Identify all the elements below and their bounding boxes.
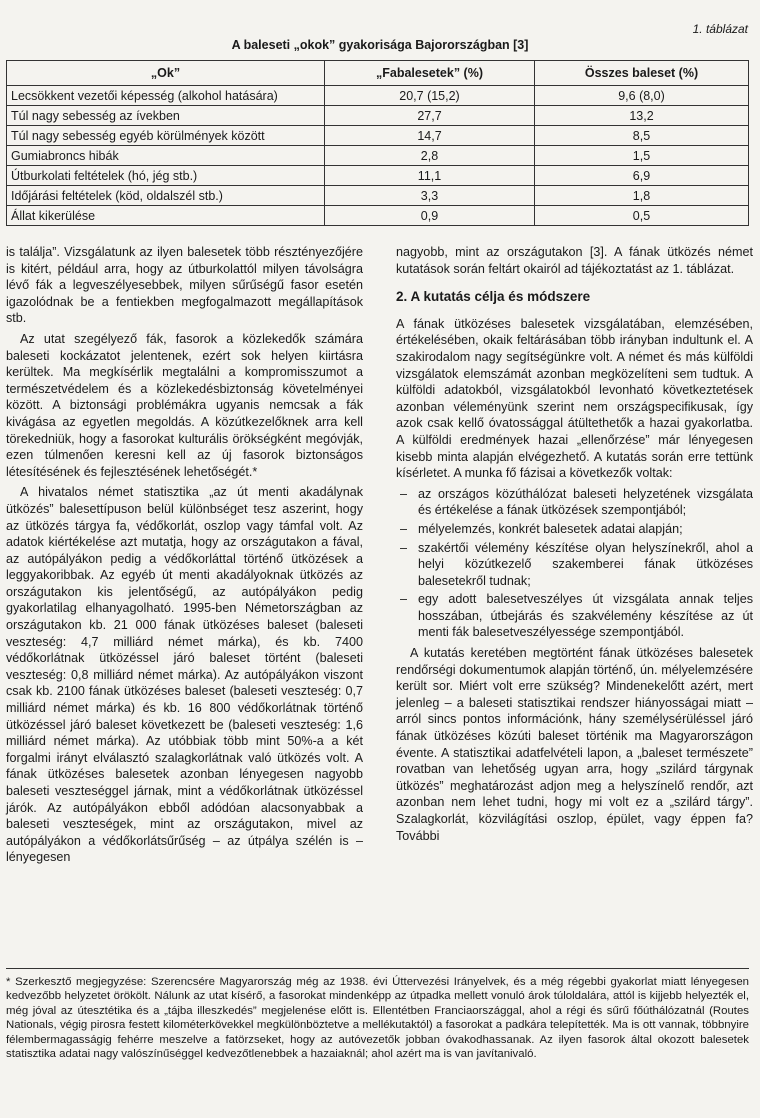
section-heading: 2. A kutatás célja és módszere bbox=[396, 289, 591, 305]
table-title: A baleseti „okok” gyakorisága Bajorországban [3] bbox=[231, 38, 529, 52]
cell-cause: Állat kikerülése bbox=[7, 206, 325, 226]
table-row bbox=[7, 106, 749, 126]
paragraph: nagyobb, mint az országutakon [3]. A fának ütközés német kutatások során feltárt okairól ad tájékoztatást az 1. táblázat. bbox=[396, 245, 753, 276]
cell-all-pct: 9,6 (8,0) bbox=[535, 86, 749, 106]
cell-tree-pct: 2,8 bbox=[325, 146, 535, 166]
paragraph: A fának ütközéses balesetek vizsgálatában, elemzésében, értékelésében, okaik feltárásában több irányban indultunk el. A szakirodalom nagy segítségünkre volt. A német és más külföldi vizsgálatok elemszámát azonban megközelíteni sem tudtuk. A külföldi adatokból, vizsgálatokból levonható következtetések azonban véleményünk szerint nem országspecifikusak, így azok csak kellő óvatossággal átültethetők a hazai gyakorlatba. A külföldi eredmények hazai „ellenőrzése” már lényegesen kisebb minta alapján elvégezhető. A kutatás során erre tettünk kísérletet. A munka fő fázisai a következők voltak: bbox=[396, 316, 753, 481]
phase-list bbox=[396, 486, 753, 641]
paragraph: Az utat szegélyező fák, fasorok a közlekedők számára baleseti kockázatot jelentenek, ezért sok helyen kiirtásra kerültek. Ma megkísérlik megtalálni a kompromisszumot a természetvédelem és a közlekedésbiztonság követelményei között. A biztonsági problémákra ugyanis nemcsak a fák kivágása az egyetlen megoldás. A közútkezelőknek arra kell törekedniük, hogy a fasorokat kulturális örökségként megóvják, ezen túlmenően keresni kell az új fasorok biztonságos létesítésének és fejlesztésének lehetőségét.* bbox=[6, 331, 363, 479]
table-row bbox=[7, 206, 749, 226]
left-column bbox=[6, 244, 363, 870]
list-item: – egy adott balesetveszélyes út vizsgálata annak teljes hosszában, útbejárás és szakvélemény készítése az út menti fák balesetveszélyessége szempontjából. bbox=[396, 591, 753, 641]
cell-tree-pct: 3,3 bbox=[325, 186, 535, 206]
cell-cause: Időjárási feltételek (köd, oldalszél stb.) bbox=[7, 186, 325, 206]
cell-all-pct: 13,2 bbox=[535, 106, 749, 126]
table-number: 1. táblázat bbox=[692, 22, 748, 36]
cell-tree-pct: 11,1 bbox=[325, 166, 535, 186]
cell-tree-pct: 14,7 bbox=[325, 126, 535, 146]
cell-all-pct: 1,8 bbox=[535, 186, 749, 206]
table-row bbox=[7, 186, 749, 206]
paragraph: is találja”. Vizsgálatunk az ilyen balesetek több résztényezőjére is kitért, például arra, hogy az útburkolattól milyen távolságra lévő fák a legveszélyesebbek, milyen sűrűségű fasor esetén igazolódnak be a fentiekben megfogalmazott megállapítások stb. bbox=[6, 245, 363, 326]
cell-all-pct: 1,5 bbox=[535, 146, 749, 166]
editor-footnote: * Szerkesztő megjegyzése: Szerencsére Magyarország még az 1938. évi Úttervezési Irányelvek, és a még régebbi gyakorlat miatt lényegesen kedvezőbb helyzetet örökölt. Nálunk az utat kísérő, a fasorokat mindenképp az útpadka mellett vonuló árok túloldalára, attól is kijjebb helyezték el, még jóval az útesztétika és a „tájba illeszkedés” megjelenése előtt is. Ellentétben Franciaországgal, ahol a régi és sűrű főúthálózatnál (Routes Nationals, végig pirosra festett kilométerkövekkel megkülönböztetve a mellékutaktól) a fasorokat a padkára telepítették. Ma is ott vannak, többnyire félembermagasságig fehérre meszelve a fatörzseket, hogy az autóvezetők jobban óvakodhassanak. Az ilyen fasorok által okozott balesetek statisztika adatai nagy valószínűséggel kedvezőtlenebbek a hazaiaknál; ahol azért ma is van javítanivaló. bbox=[6, 976, 749, 1061]
paragraph: A hivatalos német statisztika „az út menti akadálynak ütközés” balesettípuson belül különbséget tesz aszerint, hogy az ütközés tárgya fa, védőkorlát, oszlop vagy támfal volt. Az adatok kiértékelése azt mutatja, hogy az országutakon a fával, az autópályákon pedig a védőkorláttal történő ütközések a leggyakoribbak. Az egyéb út menti akadályoknak ütközés az országutakon kis jelentőségű, az autópályákon pedig gyakorlatilag elhanyagolható. 1995-ben Németországban az országutakon kb. 21 000 fának ütközéses baleset (baleseti veszteség: 4,7 milliárd német márka), és kb. 7400 védőkorlátnak ütközéssel járó baleset történt (baleseti veszteség: 0,8 milliárd német márka). Az autópályákon viszont csak kb. 2100 fának ütközéses baleset (baleseti veszteség: 0,7 milliárd német márka) és kb. 16 800 védőkorlátnak történő ütközéssel járó baleset következett be (baleseti veszteség: 1,6 milliárd német márka). Az utóbbiak több mint 50%-a a két forgalmi irányt elválasztó szalagkorlátnak való ütközés volt. A fának ütközéses balesetek azonban lényegesen nagyobb baleseti veszteséggel járnak, mint a védőkorlátnak ütközéssel járók. Az autópályákon ebből adódóan alacsonyabbak a baleseti veszteségek, mint az országutakon, mivel az autópályákon a védőkorlátsűrűség – az útpálya szélén is – lényegesen bbox=[6, 485, 363, 865]
list-item: – szakértői vélemény készítése olyan helyszínekről, ahol a helyi közútkezelő szakemberei fának ütközéses balesetekről tudnak; bbox=[396, 540, 753, 590]
cell-cause: Útburkolati feltételek (hó, jég stb.) bbox=[7, 166, 325, 186]
list-item: – mélyelemzés, konkrét balesetek adatai alapján; bbox=[396, 521, 753, 538]
body-columns bbox=[6, 244, 753, 964]
cell-tree-pct: 0,9 bbox=[325, 206, 535, 226]
footnote-divider bbox=[6, 968, 749, 969]
table-row bbox=[7, 166, 749, 186]
cell-all-pct: 0,5 bbox=[535, 206, 749, 226]
right-column bbox=[396, 244, 753, 848]
header-all-accidents: Összes baleset (%) bbox=[535, 61, 749, 86]
cell-tree-pct: 27,7 bbox=[325, 106, 535, 126]
header-cause: „Ok” bbox=[7, 61, 325, 86]
table-row bbox=[7, 146, 749, 166]
header-tree-accidents: „Fabalesetek” (%) bbox=[325, 61, 535, 86]
accident-causes-table bbox=[6, 60, 749, 226]
table-row bbox=[7, 86, 749, 106]
cell-cause: Túl nagy sebesség egyéb körülmények között bbox=[7, 126, 325, 146]
table-header-row bbox=[7, 61, 749, 86]
cell-all-pct: 8,5 bbox=[535, 126, 749, 146]
cell-cause: Gumiabroncs hibák bbox=[7, 146, 325, 166]
table-row bbox=[7, 126, 749, 146]
cell-cause: Túl nagy sebesség az ívekben bbox=[7, 106, 325, 126]
cell-tree-pct: 20,7 (15,2) bbox=[325, 86, 535, 106]
paragraph: A kutatás keretében megtörtént fának ütközéses balesetek rendőrségi dokumentumok alapján történő, ún. mélyelemzésére került sor. Miért volt erre szükség? Mindenekelőtt azért, mert jelenleg – a baleseti statisztikai rendszer hiányosságai miatt – arról sincs pontos információnk, hány személysérüléssel járó fának ütközéses közúti baleset történik ma Magyarországon évente. A statisztikai adatfelvételi lapon, a „baleset természete” rovatban van lehetőség ugyan arra, hogy „szilárd tárgynak ütközés” meghatározást adjon meg a helyszínelő rendőr, azt azonban nem lehet tudni, hogy mi volt ez a „szilárd tárgy”. Szalagkorlát, közvilágítási oszlop, épület, vagy éppen fa? További bbox=[396, 646, 753, 843]
cell-all-pct: 6,9 bbox=[535, 166, 749, 186]
cell-cause: Lecsökkent vezetői képesség (alkohol hatására) bbox=[7, 86, 325, 106]
list-item: – az országos közúthálózat baleseti helyzetének vizsgálata és értékelése a fának ütközések szempontjából; bbox=[396, 486, 753, 519]
